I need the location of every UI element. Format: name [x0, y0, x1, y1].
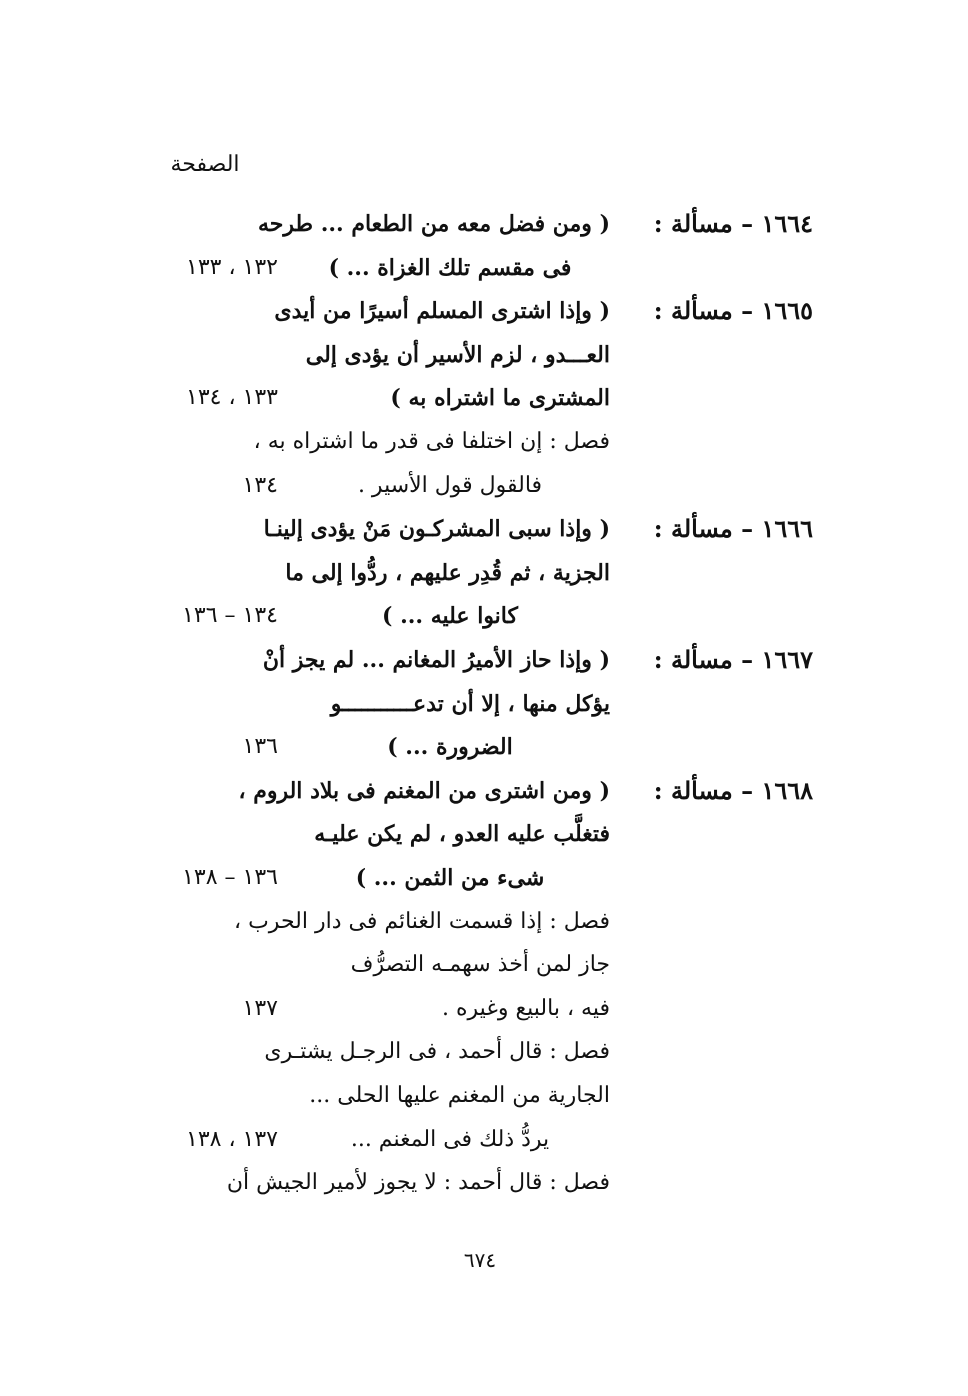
issue-number [643, 856, 813, 900]
entry-text: فصل : إذا قسمت الغنائم فى دار الحرب ، [234, 908, 610, 934]
entry-text: الضرورة ... ) [387, 734, 513, 761]
page-reference [118, 551, 278, 595]
index-line [0, 1161, 968, 1205]
index-line [0, 289, 968, 333]
entry-text: ( وإذا سبى المشركـون مَنْ يؤدى إلينـا [263, 516, 610, 543]
issue-number [643, 987, 813, 1031]
index-line [0, 333, 968, 377]
index-line [0, 987, 968, 1031]
issue-number [643, 1074, 813, 1118]
issue-number [643, 420, 813, 464]
index-line [0, 1030, 968, 1074]
page-reference [118, 638, 278, 682]
index-line [0, 943, 968, 987]
issue-number [643, 464, 813, 508]
entry-text: فتغلَّب عليه العدو ، لم يكن عليـه [314, 821, 610, 848]
issue-number: ١٦٦٦ – مسألة : [653, 514, 813, 544]
index-line [0, 202, 968, 246]
issue-number [643, 594, 813, 638]
issue-number: ١٦٦٨ – مسألة : [653, 775, 813, 805]
page-number: ٦٧٤ [463, 1248, 497, 1272]
index-line [0, 376, 968, 420]
page-reference: ١٣٣ ، ١٣٤ [186, 385, 278, 411]
index-line [0, 856, 968, 900]
page-reference [118, 1161, 278, 1205]
issue-number: ١٦٦٥ – مسألة : [653, 296, 813, 326]
page-reference: ١٣٧ ، ١٣٨ [186, 1126, 278, 1152]
index-line [0, 594, 968, 638]
entry-text: فى مقسم تلك الغزاة ... ) [328, 254, 572, 281]
page-reference: ١٣٦ – ١٣٨ [182, 865, 278, 890]
page-reference [118, 1074, 278, 1118]
index-line [0, 638, 968, 682]
page-reference [118, 900, 278, 944]
entry-text: المشترى ما اشتراه به ) [390, 385, 610, 412]
index-line [0, 464, 968, 508]
entry-text: كانوا عليه ... ) [382, 603, 518, 630]
entry-text: الجارية من المغنم عليها الحلى ... [309, 1083, 610, 1108]
page-reference: ١٣٢ ، ١٣٣ [186, 254, 278, 280]
page-reference [118, 333, 278, 377]
page-reference [118, 420, 278, 464]
page-reference [118, 202, 278, 246]
page-reference [118, 1030, 278, 1074]
index-line [0, 900, 968, 944]
index-line [0, 682, 968, 726]
issue-number [643, 1030, 813, 1074]
entry-text: فصل : قال أحمد ، فى الرجـل يشتـرى [264, 1039, 610, 1065]
issue-number: ١٦٦٧ – مسألة : [653, 645, 813, 674]
entry-text: ( ومن فضل معه من الطعام ... طرحه [258, 211, 610, 237]
issue-number [643, 246, 813, 290]
issue-number [643, 376, 813, 420]
index-line [0, 812, 968, 856]
issue-number [643, 551, 813, 595]
page-reference [118, 812, 278, 856]
issue-number [643, 943, 813, 987]
entry-text: ( ومن اشترى من المغنم فى بلاد الروم ، [238, 777, 610, 804]
issue-number [643, 333, 813, 377]
entry-text: فصل : إن اختلفا فى قدر ما اشتراه به ، [253, 429, 610, 454]
issue-number [643, 725, 813, 769]
index-line [0, 507, 968, 551]
issue-number [643, 1161, 813, 1205]
issue-number [643, 682, 813, 726]
issue-number [643, 900, 813, 944]
page-reference [118, 682, 278, 726]
entry-text: ( وإذا حاز الأميرُ المغانم ... لم يجز أنْ [262, 647, 610, 673]
index-line [0, 551, 968, 595]
entry-text: الجزية ، ثم قُدِر عليهم ، ردُّوا إلى ما [285, 559, 610, 586]
entry-text: شىء من الثمن ... ) [355, 865, 545, 891]
index-line [0, 246, 968, 290]
issue-number [643, 812, 813, 856]
page-reference: ١٣٧ [242, 995, 278, 1021]
issue-number: ١٦٦٤ – مسألة : [653, 209, 813, 238]
index-line [0, 725, 968, 769]
page-reference: ١٣٦ [242, 734, 278, 760]
page-reference: ١٣٤ [242, 472, 278, 498]
page-reference [118, 507, 278, 551]
page-reference [118, 769, 278, 813]
entry-text: يردُّ ذلك فى المغنم ... [350, 1126, 550, 1152]
entry-text: ( وإذا اشترى المسلم أسيرًا من أيدى [274, 298, 610, 325]
index-line [0, 1074, 968, 1118]
entry-text: يؤكل منها ، إلا أن تدعـــــــــــو [330, 690, 610, 717]
entry-text: العـــدو ، لزم الأسير أن يؤدى إلى [305, 341, 610, 368]
entry-text: فيه ، بالبيع وغيره . [442, 995, 610, 1021]
entry-text: جاز لمن أخذ سهمـه التصرُّف [350, 952, 610, 978]
issue-number [643, 1118, 813, 1162]
entry-text: فالقول قول الأسير . [357, 472, 543, 498]
entry-text: فصل : قال أحمد : لا يجوز لأمير الجيش أن [226, 1170, 610, 1196]
page-column-header: الصفحة [170, 152, 240, 177]
index-line [0, 420, 968, 464]
page-reference: ١٣٤ – ١٣٦ [182, 603, 278, 629]
index-line [0, 1118, 968, 1162]
page-reference [118, 943, 278, 987]
page-reference [118, 289, 278, 333]
index-line [0, 769, 968, 813]
